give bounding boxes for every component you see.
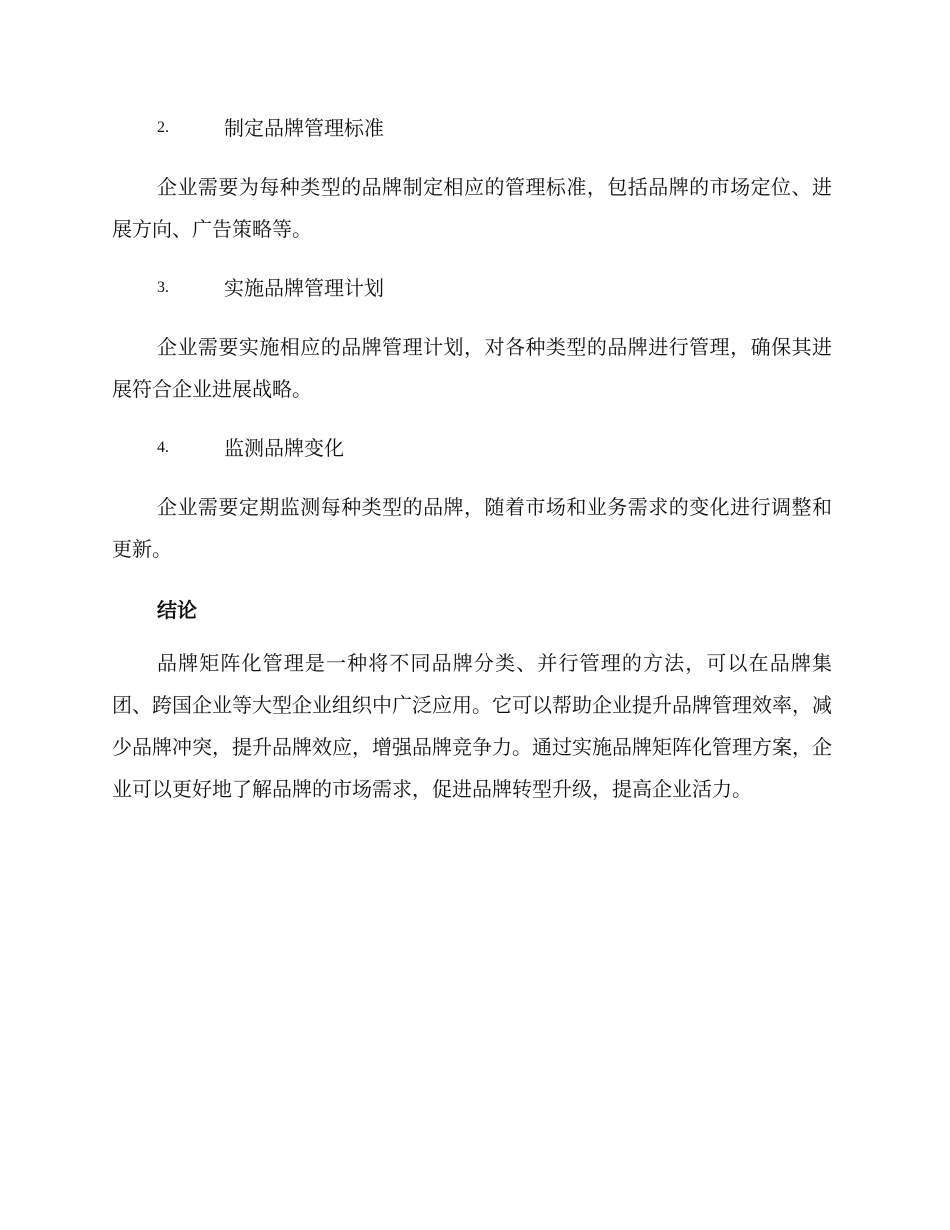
list-heading-4 (112, 432, 832, 464)
list-number: 3. (157, 279, 169, 296)
conclusion-heading: 结论 (157, 598, 197, 622)
list-heading-3 (112, 272, 832, 304)
conclusion-paragraph: 品牌矩阵化管理是一种将不同品牌分类、并行管理的方法，可以在品牌集团、跨国企业等大型企业组织中广泛应用。它可以帮助企业提升品牌管理效率，减少品牌冲突，提升品牌效应，增强品牌竞争力。通过实施品牌矩阵化管理方案，企业可以更好地了解品牌的市场需求，促进品牌转型升级，提高企业活力。 (112, 651, 832, 801)
body-paragraph: 企业需要实施相应的品牌管理计划，对各种类型的品牌进行管理，确保其进展符合企业进展战略。 (112, 335, 832, 401)
list-title: 监测品牌变化 (224, 436, 344, 460)
list-number: 4. (157, 439, 169, 456)
list-title: 实施品牌管理计划 (224, 276, 384, 300)
body-paragraph: 企业需要定期监测每种类型的品牌，随着市场和业务需求的变化进行调整和更新。 (112, 495, 832, 561)
list-title: 制定品牌管理标准 (224, 116, 384, 140)
document-content (112, 112, 832, 832)
body-paragraph: 企业需要为每种类型的品牌制定相应的管理标准，包括品牌的市场定位、进展方向、广告策略等。 (112, 175, 832, 241)
list-number: 2. (157, 119, 169, 136)
list-heading-2 (112, 112, 832, 144)
